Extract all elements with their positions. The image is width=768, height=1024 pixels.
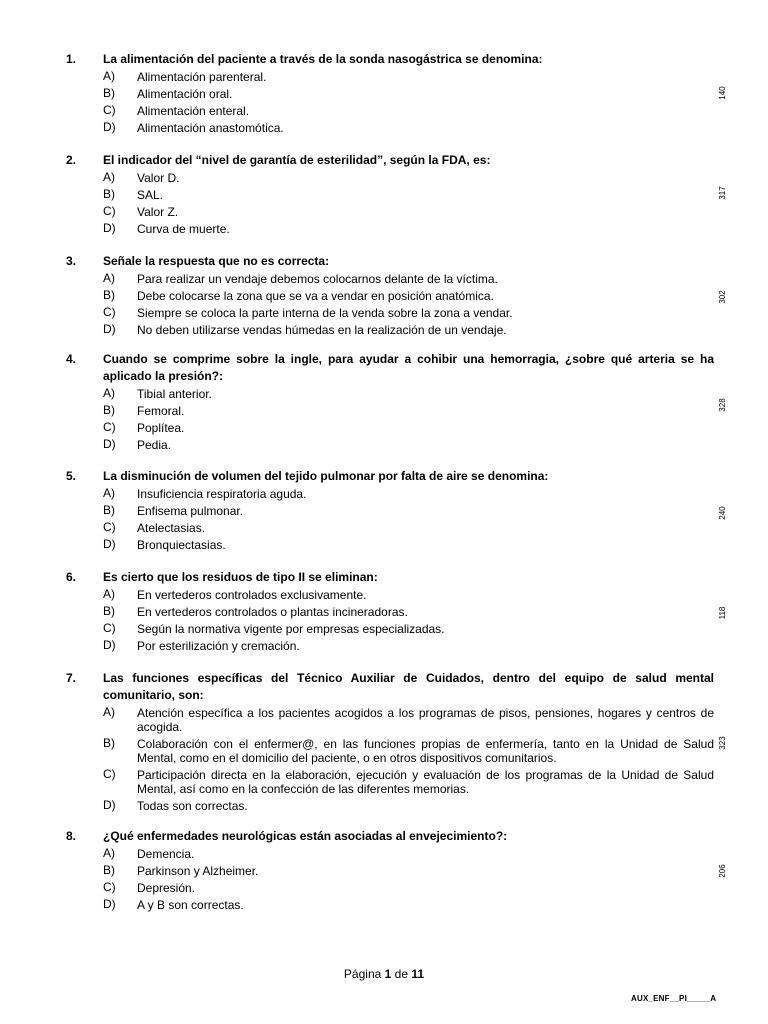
option-text: Colaboración con el enfermer@, en las funciones propias de enfermería, tanto en la Unidad de Salud Mental, como en el domicilio del paciente, o en otros dispositivos comunitarios. (137, 736, 714, 765)
question-text: El indicador del “nivel de garantía de esterilidad”, según la FDA, es: (103, 153, 491, 167)
option-letter: A) (103, 386, 115, 400)
option-text: Femoral. (137, 403, 185, 418)
option-text: Según la normativa vigente por empresas especializadas. (137, 621, 445, 636)
question-heading (66, 468, 714, 485)
option-text: A y B son correctas. (137, 897, 244, 912)
answer-option (103, 321, 714, 338)
question-number: 5. (66, 469, 77, 483)
question-code: 323 (718, 736, 727, 750)
answer-option (103, 304, 714, 321)
question-code: 206 (718, 864, 727, 878)
question-number: 4. (66, 352, 77, 366)
question-heading (66, 351, 714, 385)
question-text: ¿Qué enfermedades neurológicas están asociadas al envejecimiento?: (103, 829, 508, 843)
option-letter: A) (103, 587, 115, 601)
page-total: 11 (411, 967, 425, 981)
option-letter: C) (103, 204, 116, 218)
option-text: Atención específica a los pacientes acogidos a los programas de pisos, pensiones, hogares y centros de acogida. (137, 705, 714, 734)
question-heading (66, 670, 714, 704)
page-word: Página (343, 967, 382, 981)
question-heading (66, 51, 714, 68)
question-number: 6. (66, 570, 77, 584)
option-text: No deben utilizarse vendas húmedas en la realización de un vendaje. (137, 322, 507, 337)
answer-option (103, 169, 714, 186)
page-number: 1 (384, 967, 392, 981)
option-text: SAL. (137, 187, 164, 202)
option-letter: B) (103, 288, 115, 302)
option-letter: D) (103, 638, 116, 652)
option-letter: D) (103, 897, 116, 911)
option-text: Pedia. (137, 437, 172, 452)
option-letter: A) (103, 69, 115, 83)
option-text: Curva de muerte. (137, 221, 230, 236)
option-text: Demencia. (137, 846, 195, 861)
answer-option (103, 186, 714, 203)
option-text: Insuficiencia respiratoria aguda. (137, 486, 307, 501)
option-text: Alimentación anastomótica. (137, 120, 284, 135)
option-letter: B) (103, 187, 115, 201)
option-letter: A) (103, 170, 115, 184)
option-text: Valor Z. (137, 204, 179, 219)
question-item (66, 152, 714, 237)
question-code: 302 (718, 290, 727, 304)
option-letter: C) (103, 621, 116, 635)
question-number: 7. (66, 671, 77, 685)
option-text: Por esterilización y cremación. (137, 638, 300, 653)
option-text: Depresión. (137, 880, 196, 895)
answer-option (103, 203, 714, 220)
option-letter: B) (103, 604, 115, 618)
question-text: La disminución de volumen del tejido pulmonar por falta de aire se denomina: (103, 469, 549, 483)
option-letter: C) (103, 103, 116, 117)
answer-option (103, 270, 714, 287)
answer-option (103, 603, 714, 620)
answer-option (103, 85, 714, 102)
question-item (66, 569, 714, 654)
option-letter: D) (103, 537, 116, 551)
answer-option (103, 586, 714, 603)
answer-option (103, 385, 714, 402)
answer-option (103, 536, 714, 553)
option-letter: C) (103, 880, 116, 894)
option-letter: C) (103, 520, 116, 534)
page-footer (0, 966, 768, 983)
question-code: 240 (718, 506, 727, 520)
answer-option (103, 766, 714, 797)
answer-option (103, 519, 714, 536)
answer-option (103, 896, 714, 913)
question-number: 1. (66, 52, 77, 66)
question-number: 3. (66, 254, 77, 268)
question-text: La alimentación del paciente a través de la sonda nasogástrica se denomina: (103, 52, 543, 66)
option-text: Atelectasias. (137, 520, 206, 535)
option-text: En vertederos controlados exclusivamente. (137, 587, 367, 602)
answer-option (103, 485, 714, 502)
option-letter: D) (103, 322, 116, 336)
question-code: 317 (718, 186, 727, 200)
question-item (66, 828, 714, 913)
option-letter: A) (103, 486, 115, 500)
answer-option (103, 419, 714, 436)
question-heading (66, 828, 714, 845)
question-code: 328 (718, 398, 727, 412)
option-letter: D) (103, 120, 116, 134)
question-item (66, 351, 714, 453)
answer-option (103, 735, 714, 766)
answer-option (103, 287, 714, 304)
answer-option (103, 862, 714, 879)
question-text: Cuando se comprime sobre la ingle, para ayudar a cohibir una hemorragia, ¿sobre qué arteria se ha aplicado la presión?: (103, 352, 714, 383)
option-text: Valor D. (137, 170, 180, 185)
answer-option (103, 704, 714, 735)
option-letter: A) (103, 705, 115, 719)
option-letter: C) (103, 305, 116, 319)
answer-option (103, 220, 714, 237)
option-letter: D) (103, 437, 116, 451)
answer-option (103, 402, 714, 419)
question-item (66, 670, 714, 814)
question-text: Las funciones específicas del Técnico Auxiliar de Cuidados, dentro del equipo de salud mental comunitario, son: (103, 671, 714, 702)
question-code: 118 (718, 606, 727, 620)
option-letter: D) (103, 798, 116, 812)
option-text: Poplítea. (137, 420, 185, 435)
question-item (66, 253, 714, 338)
option-text: Alimentación parenteral. (137, 69, 267, 84)
option-letter: B) (103, 403, 115, 417)
question-text: Es cierto que los residuos de tipo II se eliminan: (103, 570, 378, 584)
option-letter: B) (103, 86, 115, 100)
question-number: 8. (66, 829, 77, 843)
of-word: de (394, 967, 409, 981)
answer-option (103, 620, 714, 637)
question-heading (66, 569, 714, 586)
option-text: Enfisema pulmonar. (137, 503, 244, 518)
question-number: 2. (66, 153, 77, 167)
option-text: Tibial anterior. (137, 386, 212, 401)
answer-option (103, 845, 714, 862)
option-text: Alimentación oral. (137, 86, 233, 101)
option-letter: A) (103, 846, 115, 860)
answer-option (103, 637, 714, 654)
answer-option (103, 502, 714, 519)
option-letter: C) (103, 767, 116, 781)
question-heading (66, 152, 714, 169)
answer-option (103, 102, 714, 119)
option-text: Bronquiectasias. (137, 537, 226, 552)
answer-option (103, 68, 714, 85)
answer-option (103, 879, 714, 896)
option-text: Todas son correctas. (137, 798, 248, 813)
document-reference: AUX_ENF__PI_____A (631, 994, 717, 1003)
option-text: Participación directa en la elaboración, ejecución y evaluación de los programas de la Unidad de Salud Mental, así como en la confección de las diferentes memorias. (137, 767, 714, 796)
option-text: Alimentación enteral. (137, 103, 250, 118)
question-item (66, 51, 714, 136)
option-text: En vertederos controlados o plantas incineradoras. (137, 604, 408, 619)
option-text: Parkinson y Alzheimer. (137, 863, 259, 878)
question-item (66, 468, 714, 553)
question-text: Señale la respuesta que no es correcta: (103, 254, 330, 268)
answer-option (103, 119, 714, 136)
question-code: 140 (718, 86, 727, 100)
option-text: Para realizar un vendaje debemos colocarnos delante de la víctima. (137, 271, 498, 286)
option-text: Debe colocarse la zona que se va a vendar en posición anatómica. (137, 288, 494, 303)
answer-option (103, 797, 714, 814)
option-letter: B) (103, 863, 115, 877)
option-letter: A) (103, 271, 115, 285)
option-letter: B) (103, 503, 115, 517)
option-letter: B) (103, 736, 115, 750)
answer-option (103, 436, 714, 453)
question-heading (66, 253, 714, 270)
option-letter: C) (103, 420, 116, 434)
option-letter: D) (103, 221, 116, 235)
option-text: Siempre se coloca la parte interna de la venda sobre la zona a vendar. (137, 305, 513, 320)
